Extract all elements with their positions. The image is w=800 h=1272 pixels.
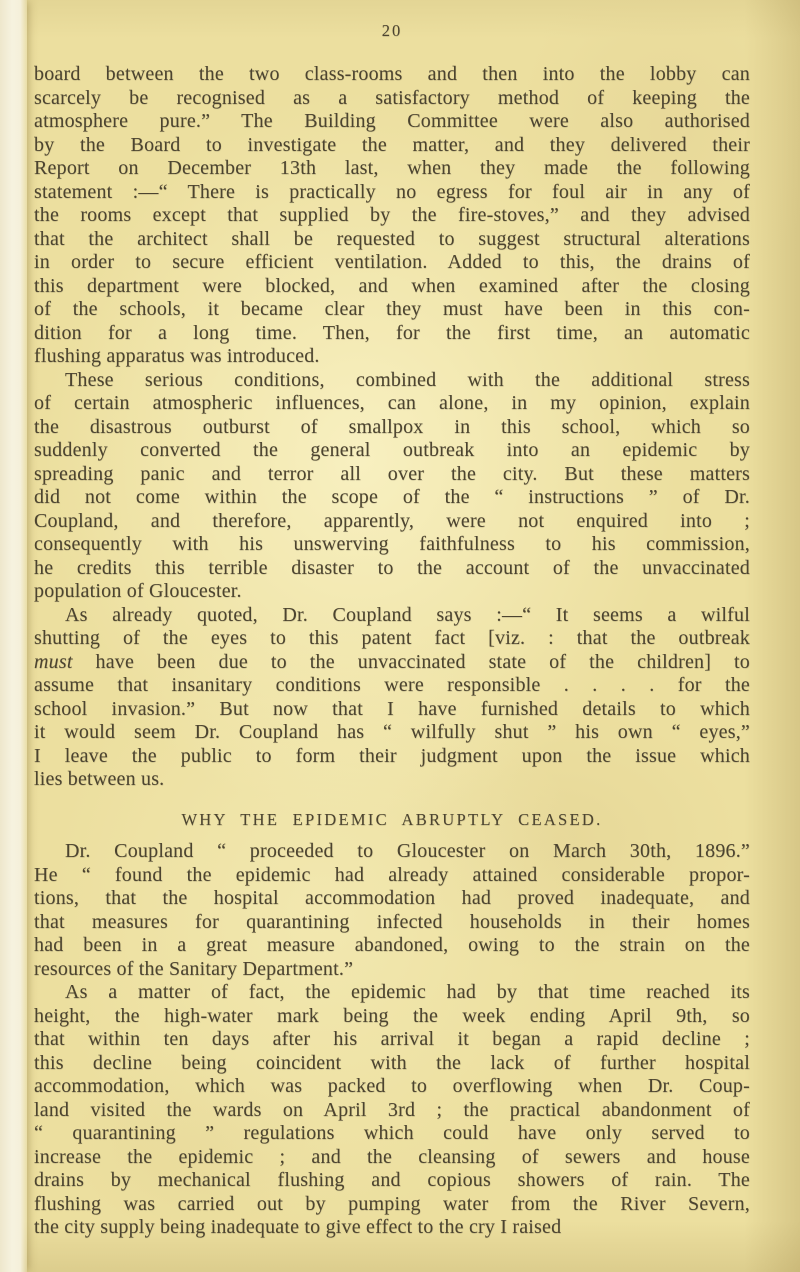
text-line: drains by mechanical flushing and copious showers of rain. The [34, 1169, 750, 1191]
text-line: height, the high-water mark being the week ending April 9th, so [34, 1004, 750, 1027]
text-line: the city supply being inadequate to give effect to the cry I raised [34, 1216, 562, 1238]
text-line: the disastrous outburst of smallpox in this school, which so [34, 415, 750, 438]
text-line: of certain atmospheric influences, can alone, in my opinion, explain [34, 392, 750, 414]
text-line: He “ found the epidemic had already attained considerable propor- [34, 863, 750, 886]
text-line: flushing apparatus was introduced. [34, 345, 320, 367]
text-line: this decline being coincident with the lack of further hospital [34, 1051, 750, 1074]
text-line: that the architect shall be requested to suggest structural alterations [34, 227, 750, 250]
text-line: must have been due to the unvaccinated state of the children] to [34, 650, 750, 673]
text-line: did not come within the scope of the “ instructions ” of Dr. [34, 486, 750, 508]
text-line: dition for a long time. Then, for the first time, an automatic [34, 321, 750, 344]
paragraph [34, 369, 750, 604]
page-number: 20 [381, 21, 403, 40]
text-line: that within ten days after his arrival it began a rapid decline ; [34, 1028, 750, 1050]
text-line: Coupland, and therefore, apparently, were not enquired into ; [34, 509, 750, 532]
paragraph [34, 981, 750, 1240]
text-line: this department were blocked, and when examined after the closing [34, 274, 750, 297]
text-line: school invasion.” But now that I have furnished details to which [34, 697, 750, 720]
text-line: accommodation, which was packed to overflowing when Dr. Coup- [34, 1075, 750, 1097]
paragraph [34, 63, 750, 369]
text-line: by the Board to investigate the matter, and they delivered their [34, 133, 750, 156]
page-left-scan-edge [0, 0, 27, 1272]
text-line: “ quarantining ” regulations which could have only served to [34, 1122, 750, 1144]
text-line: Report on December 13th last, when they made the following [34, 157, 750, 179]
text-line: increase the epidemic ; and the cleansing of sewers and house [34, 1145, 750, 1168]
text-line: resources of the Sanitary Department.” [34, 957, 354, 980]
text-line: consequently with his unswerving faithfulness to his commission, [34, 533, 750, 555]
text-line: These serious conditions, combined with the additional stress [65, 368, 750, 391]
text-line: that measures for quarantining infected households in their homes [34, 910, 750, 933]
text-line: As a matter of fact, the epidemic had by that time reached its [65, 981, 750, 1003]
text-line: of the schools, it became clear they must have been in this con- [34, 298, 750, 320]
text-line: land visited the wards on April 3rd ; the practical abandonment of [34, 1098, 750, 1121]
text-line: scarcely be recognised as a satisfactory method of keeping the [34, 86, 750, 109]
text-line: suddenly converted the general outbreak into an epidemic by [34, 439, 750, 461]
text-line: tions, that the hospital accommodation had proved inadequate, and [34, 887, 750, 909]
text-line: population of Gloucester. [34, 580, 242, 602]
text-line: spreading panic and terror all over the city. But these matters [34, 462, 750, 485]
text-line: shutting of the eyes to this patent fact [viz. : that the outbreak [34, 627, 750, 649]
section-heading: WHY THE EPIDEMIC ABRUPTLY CEASED. [181, 809, 603, 829]
text-line: he credits this terrible disaster to the account of the unvaccinated [34, 556, 750, 579]
text-line: had been in a great measure abandoned, owing to the strain on the [34, 934, 750, 956]
text-line: it would seem Dr. Coupland has “ wilfully shut ” his own “ eyes,” [34, 721, 750, 743]
text-line: I leave the public to form their judgment upon the issue which [34, 744, 750, 767]
paragraph [34, 840, 750, 981]
text-line: As already quoted, Dr. Coupland says :—“ It seems a wilful [65, 603, 750, 626]
text-line: in order to secure efficient ventilation. Added to this, the drains of [34, 251, 750, 273]
text-line: statement :—“ There is practically no egress for foul air in any of [34, 180, 750, 203]
text-line: board between the two class-rooms and then into the lobby can [34, 63, 750, 85]
text-line: lies between us. [34, 768, 165, 790]
text-line: assume that insanitary conditions were responsible . . . . for the [34, 674, 750, 696]
paragraph [34, 604, 750, 792]
text-line: the rooms except that supplied by the fire-stoves,” and they advised [34, 204, 750, 226]
text-line: atmosphere pure.” The Building Committee were also authorised [34, 110, 750, 132]
text-line: flushing was carried out by pumping water from the River Severn, [34, 1192, 750, 1215]
text-line: Dr. Coupland “ proceeded to Gloucester on March 30th, 1896.” [65, 840, 750, 862]
body-text [34, 63, 750, 1240]
